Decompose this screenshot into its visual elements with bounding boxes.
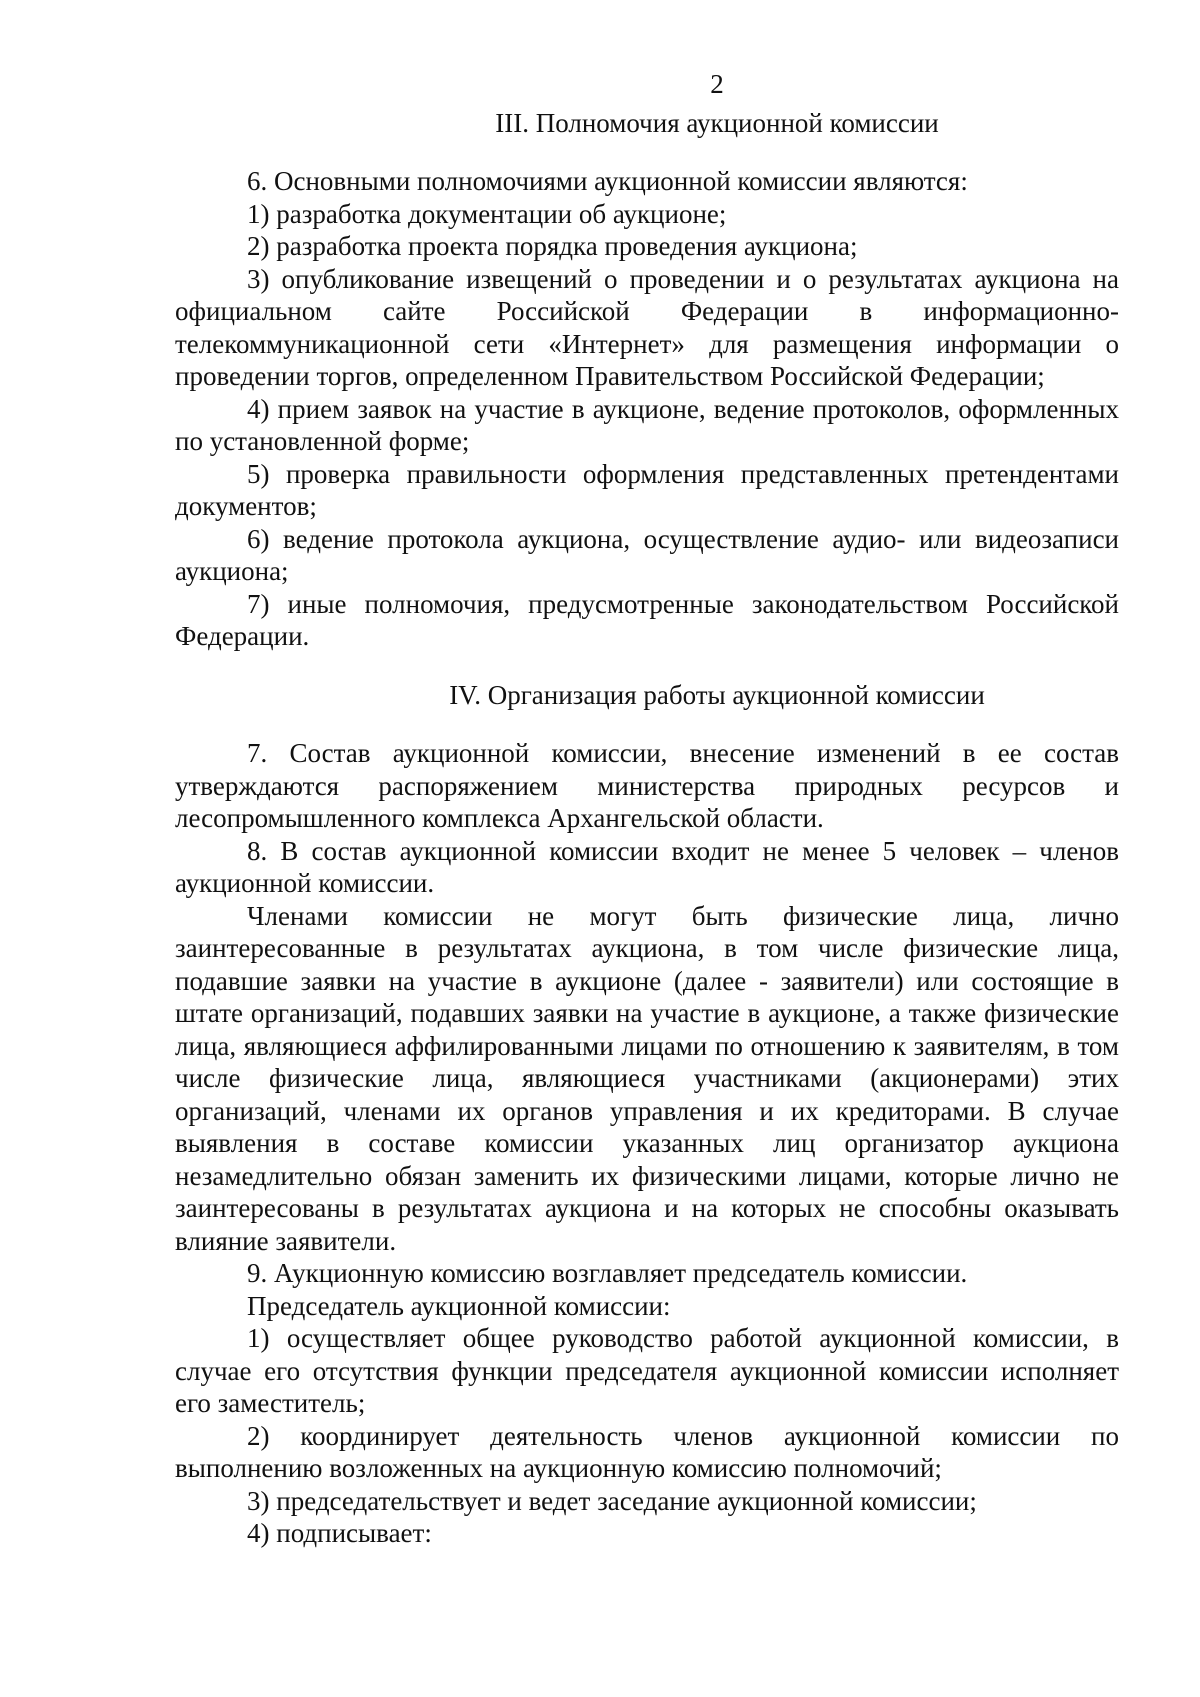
section-4-heading: IV. Организация работы аукционной комиссии [449,679,985,710]
paragraph: 3) председательствует и ведет заседание аукционной комиссии; [247,1485,977,1516]
paragraph: 8. В состав аукционной комиссии входит не менее 5 человек – членов аукционной комиссии. [175,835,1119,898]
paragraph: Членами комиссии не могут быть физические лица, лично заинтересованные в результатах аукциона, в том числе физические лица, подавшие заявки на участие в аукционе (далее - заявители) или состоящие в штате организаций, подавших заявки на участие в аукционе, а также физические лица, являющиеся аффилированными лицами по отношению к заявителям, в том числе физические лица, являющиеся участниками (акционерами) этих организаций, членами их органов управления и их кредиторами. В случае выявления в составе комиссии указанных лиц организатор аукциона незамедлительно обязан заменить их физическими лицами, которые лично не заинтересованы в результатах аукциона и на которых не способны оказывать влияние заявители. [175,900,1119,1256]
paragraph: 7) иные полномочия, предусмотренные законодательством Российской Федерации. [175,588,1119,651]
paragraph: 6. Основными полномочиями аукционной комиссии являются: [247,166,968,196]
paragraph: Председатель аукционной комиссии: [247,1290,671,1321]
paragraph: 9. Аукционную комиссию возглавляет председатель комиссии. [247,1258,968,1288]
paragraph: 1) осуществляет общее руководство работой аукционной комиссии, в случае его отсутствия функции председателя аукционной комиссии исполняет его заместитель; [175,1323,1119,1418]
paragraph: 6) ведение протокола аукциона, осуществление аудио- или видеозаписи аукциона; [175,523,1119,586]
paragraph: 4) подписывает: [247,1518,432,1548]
paragraph: 2) разработка проекта порядка проведения аукциона; [247,231,858,261]
section-3-heading: III. Полномочия аукционной комиссии [495,107,939,138]
paragraph: 1) разработка документации об аукционе; [247,198,727,229]
page-number: 2 [710,69,724,99]
paragraph: 4) прием заявок на участие в аукционе, ведение протоколов, оформленных по установленной форме; [175,393,1119,456]
paragraph: 3) опубликование извещений о проведении и о результатах аукциона на официальном сайте Российской Федерации в информационно-телекоммуникационной сети «Интернет» для размещения информации о проведении торгов, определенном Правительством Российской Федерации; [175,263,1119,391]
paragraph: 2) координирует деятельность членов аукционной комиссии по выполнению возложенных на аукционную комиссию полномочий; [175,1420,1119,1483]
section-4 [175,679,1119,1550]
paragraph: 5) проверка правильности оформления представленных претендентами документов; [175,458,1119,521]
document-page [175,68,1119,1550]
section-3 [175,107,1119,653]
paragraph: 7. Состав аукционной комиссии, внесение изменений в ее состав утверждаются распоряжением министерства природных ресурсов и лесопромышленного комплекса Архангельской области. [175,738,1119,833]
